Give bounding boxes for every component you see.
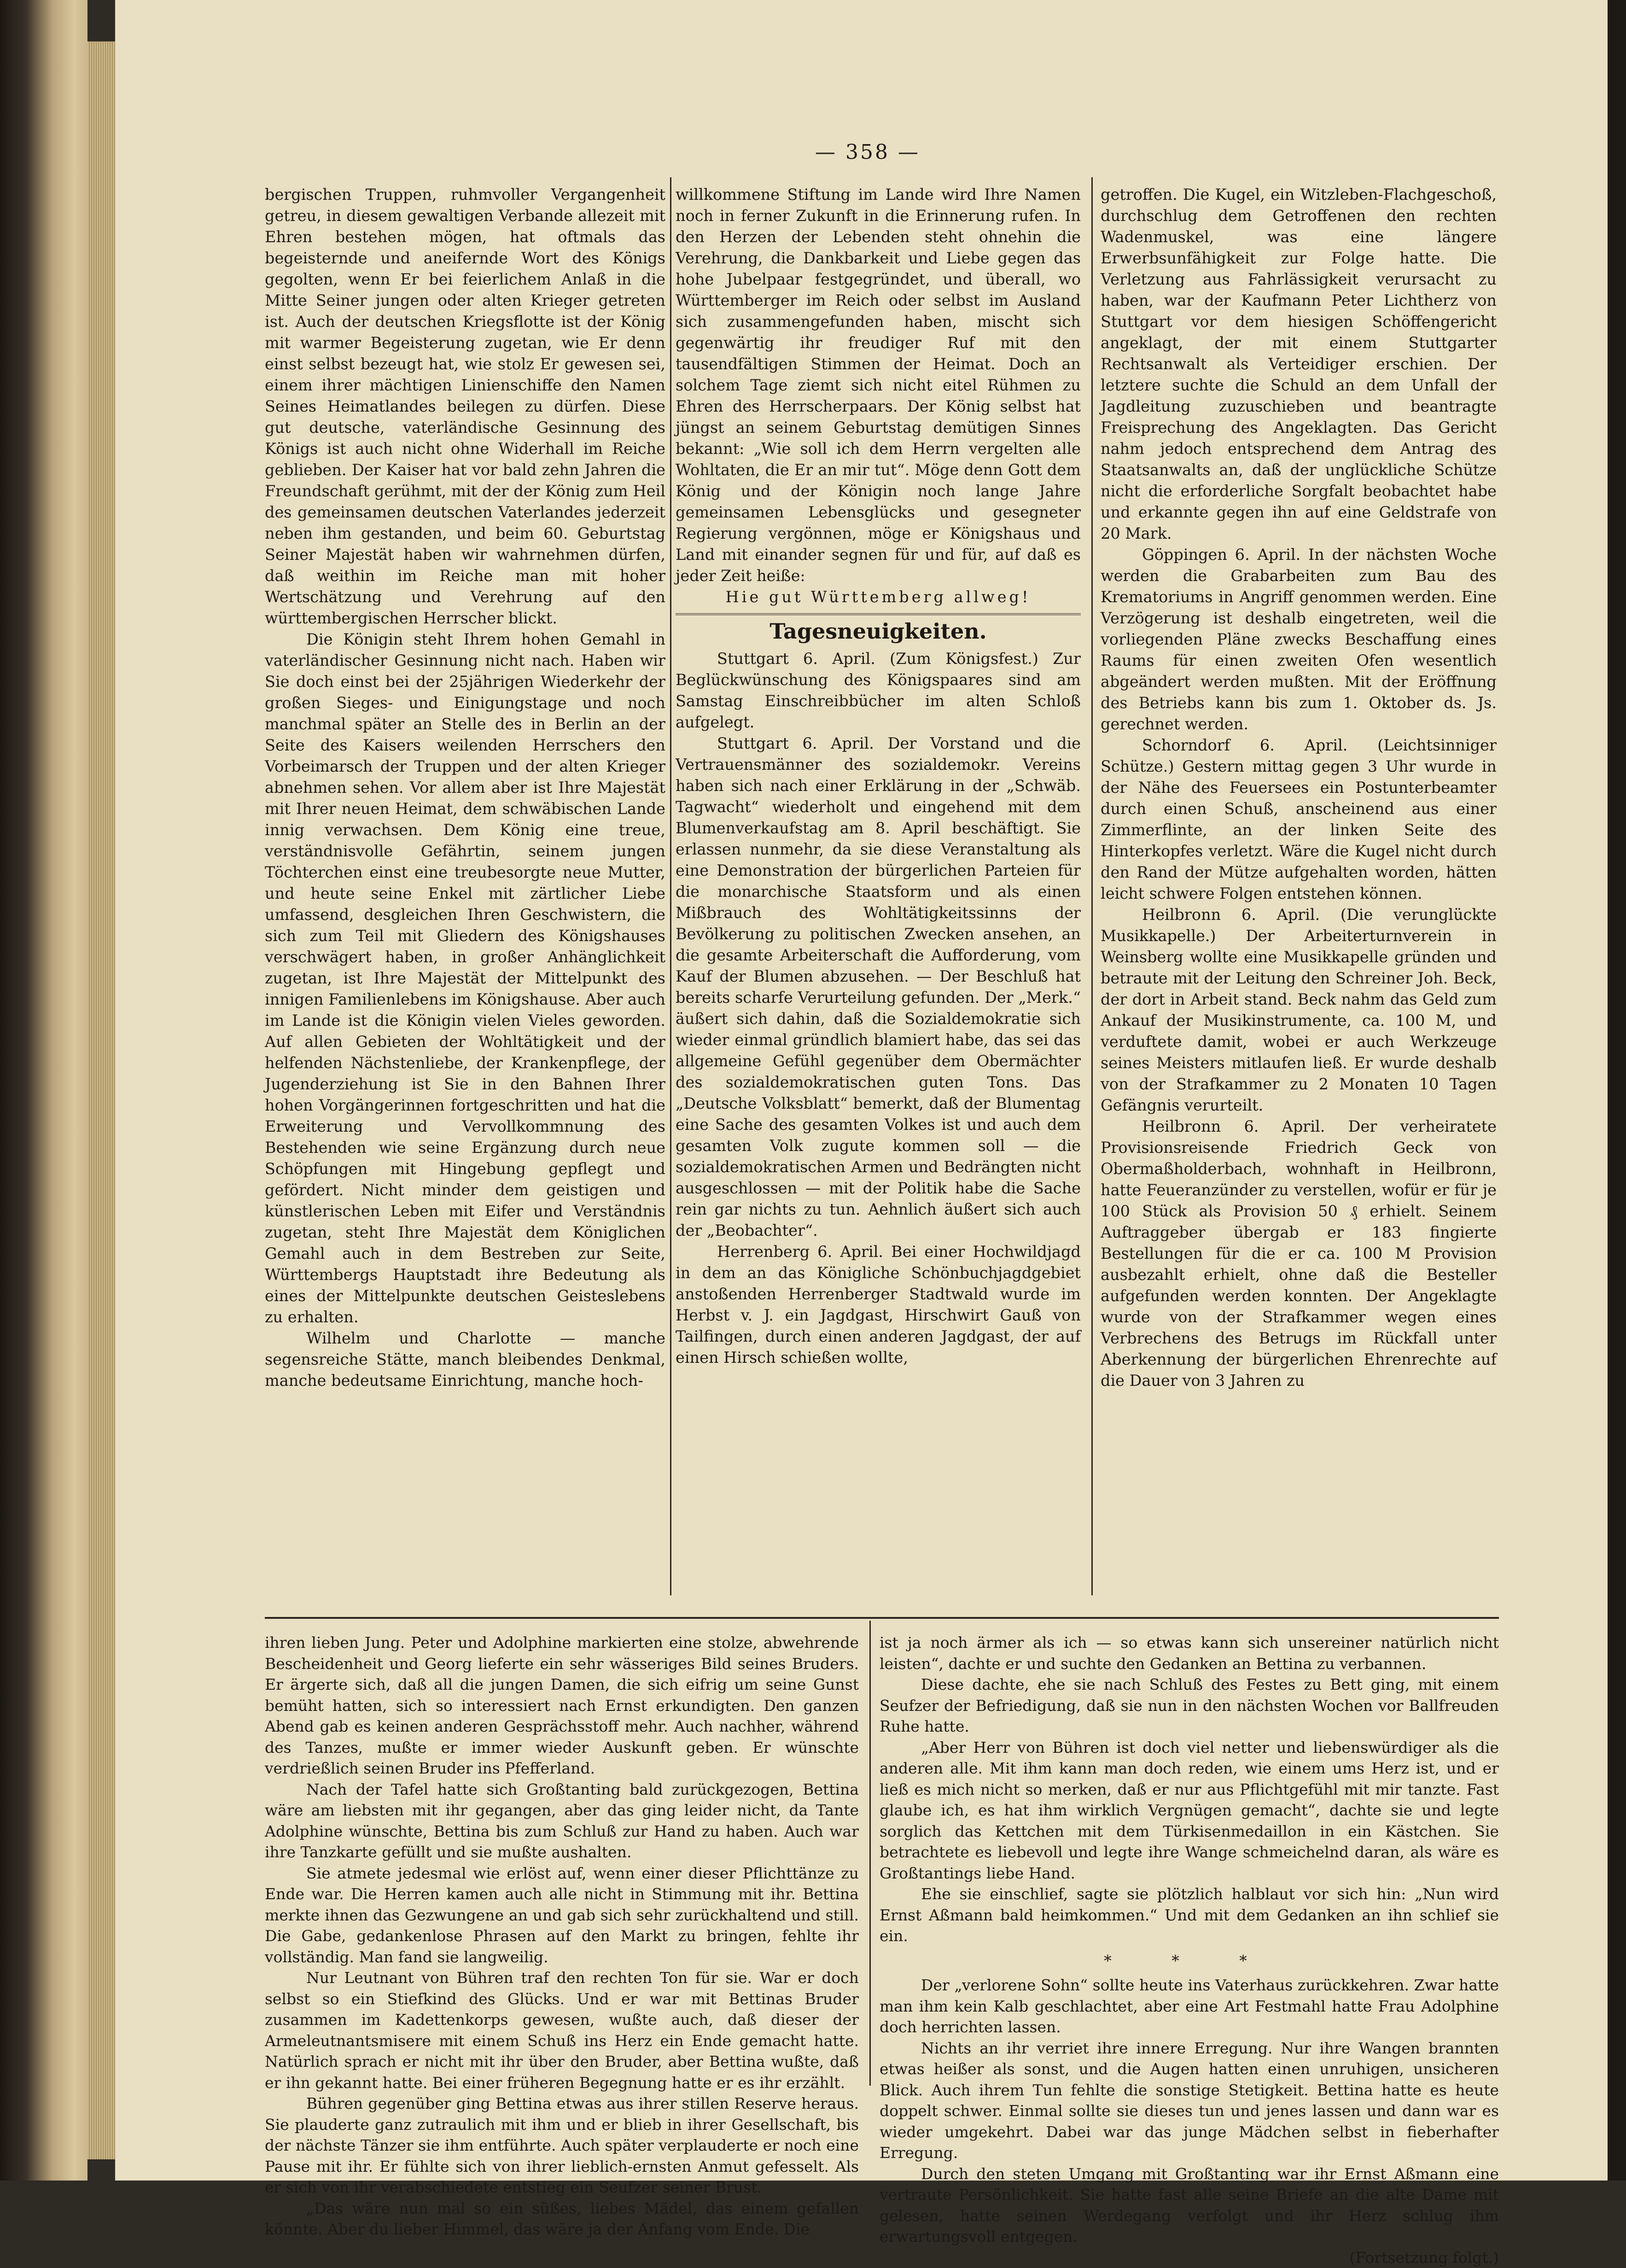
news-item: Göppingen 6. April. In der nächsten Woche werden die Grabarbeiten zum Bau des Krematoriums in Angriff genommen werden. Eine Verzögerung ist deshalb eingetreten, weil die vorliegenden Pläne zwecks Beschaffung eines Raums für einen zweiten Ofen wesentlich abgeändert werden mußten. Mit der Eröffnung des Betriebs kann bis zum 1. Oktober ds. Js. gerechnet werden. [1101, 544, 1497, 735]
story-paragraph: Sie atmete jedesmal wie erlöst auf, wenn einer dieser Pflichttänze zu Ende war. Die Herren kamen auch alle nicht in Stimmung mit ihr. Bettina merkte ihnen das Gezwungene an und gab sich sehr zurückhaltend und still. Die Gabe, gedankenlose Phrasen auf den Markt zu bringen, fehlte ihr vollständig. Man fand sie langweilig. [265, 1863, 859, 1968]
news-item: Stuttgart 6. April. Der Vorstand und die Vertrauensmänner des sozialdemokr. Vereins haben sich nach einer Erklärung in der „Schwäb. Tagwacht“ wiederholt und eingehend mit dem Blumenverkaufstag am 8. April beschäftigt. Sie erlassen nunmehr, da sie diese Veranstaltung als eine Demonstration der bürgerlichen Parteien für die monarchische Staatsform und als einen Mißbrauch des Wohltätigkeitssinns der Bevölkerung zu politischen Zwecken ansehen, an die gesamte Arbeiterschaft die Aufforderung, vom Kauf der Blumen abzusehen. — Der Beschluß hat bereits scharfe Verurteilung gefunden. Der „Merk.“ äußert sich dahin, daß die Sozialdemokratie sich wieder einmal gründlich blamiert habe, das sei das allgemeine Gefühl gegenüber dem Obermächter des sozialdemokratischen guten Tons. Das „Deutsche Volksblatt“ bemerkt, daß der Blumentag eine Sache des gesamten Volkes ist und auch dem gesamten Volk zugute kommen soll — die sozialdemokratischen Armen und Bedrängten nicht ausgeschlossen — mit der Politik habe die Sache rein gar nichts zu tun. Aehnlich äußert sich auch der „Beobachter“. [676, 733, 1081, 1241]
story-paragraph: ist ja noch ärmer als ich — so etwas kann sich unsereiner natürlich nicht leisten“, dachte er und suchte den Gedanken an Bettina zu verbannen. [880, 1632, 1499, 1674]
col1-paragraph: bergischen Truppen, ruhmvoller Vergangenheit getreu, in diesem gewaltigen Verbande allezeit mit Ehren bestehen mögen, hat oftmals das begeisternde und aneiferndе Wort des Königs gegolten, wenn Er bei feierlichem Anlaß in die Mitte Seiner jungen oder alten Krieger getreten ist. Auch der deutschen Kriegsflotte ist der König mit warmer Begeisterung zugetan, wie Er denn einst selbst bezeugt hat, wie stolz Er gewesen sei, einem ihrer mächtigen Linienschiffe den Namen Seines Heimatlandes beilegen zu dürfen. Diese gut deutsche, vaterländische Gesinnung des Königs ist auch nicht ohne Widerhall im Reiche geblieben. Der Kaiser hat vor bald zehn Jahren die Freundschaft gerühmt, mit der der König zum Heil des gemeinsamen deutschen Vaterlandes jederzeit neben ihm gestanden, und beim 60. Geburtstag Seiner Majestät haben wir wahrnehmen dürfen, daß weithin im Reiche man mit hoher Wertschätzung und Verehrung auf den württembergischen Herrscher blickt. [265, 184, 665, 629]
story-paragraph: „Das wäre nun mal so ein süßes, liebes Mädel, das einem gefallen könnte. Aber du lieber Himmel, das wäre ja der Anfang vom Ende. Die [265, 2198, 859, 2240]
page-stack-edge [87, 41, 115, 2159]
story-paragraph: Nichts an ihr verriet ihre innere Erregung. Nur ihre Wangen brannten etwas heißer als sonst, und die Augen hatten einen unruhigen, unsicheren Blick. Auch ihrem Tun fehlte die sonstige Stetigkeit. Bettina hatte es heute doppelt schwer. Einmal sollte sie dieses tun und jenes lassen und dann war es wieder umgekehrt. Dabei war das junge Mädchen selbst in fieberhafter Erregung. [880, 2038, 1499, 2163]
story-paragraph: Ehe sie einschlief, sagte sie plötzlich halblaut vor sich hin: „Nun wird Ernst Aßmann bald heimkommen.“ Und mit dem Gedanken an ihn schlief sie ein. [880, 1884, 1499, 1947]
column-2 [676, 184, 1081, 1607]
column-rule-2 [1091, 177, 1093, 1595]
news-item: Schorndorf 6. April. (Leichtsinniger Schütze.) Gestern mittag gegen 3 Uhr wurde in der Nähe des Feuersees ein Postunterbeamter durch einen Schuß, anscheinend aus einer Zimmerflinte, an der linken Seite des Hinterkopfes verletzt. Wäre die Kugel nicht durch den Rand der Mütze aufgehalten worden, hätten leicht schwere Folgen entstehen können. [1101, 735, 1497, 904]
story-paragraph: Nur Leutnant von Bühren traf den rechten Ton für sie. War er doch selbst so ein Stiefkind des Glücks. Und er war mit Bettinas Bruder zusammen im Kadettenkorps gewesen, wußte auch, daß dieser der Armeleutnantsmisere mit einem Schuß ins Herz ein Ende gemacht hatte. Natürlich sprach er nicht mit ihr über den Bruder, aber Bettina wußte, daß er ihn gekannt hatte. Bei einer früheren Begegnung hatte er es ihr erzählt. [265, 1967, 859, 2093]
story-paragraph: Der „verlorene Sohn“ sollte heute ins Vaterhaus zurückkehren. Zwar hatte man ihm kein Kalb geschlachtet, aber eine Art Festmahl hatte Frau Adolphine doch herrichten lassen. [880, 1975, 1499, 2038]
feuilleton-column-right [880, 1632, 1499, 2093]
story-paragraph: Durch den steten Umgang mit Großtanting war ihr Ernst Aßmann eine vertraute Persönlichkeit. Sie hatte fast alle seine Briefe an die alte Dame mit gelesen, hatte seinen Werdegang verfolgt und ihr Herz schlug ihm erwartungsvoll entgegen. [880, 2163, 1499, 2247]
story-paragraph: Nach der Tafel hatte sich Großtanting bald zurückgezogen, Bettina wäre am liebsten mit ihr gegangen, aber das ging leider nicht, da Tante Adolphine wünschte, Bettina bis zum Schluß zur Hand zu haben. Auch war ihre Tanzkarte gefüllt und sie mußte aushalten. [265, 1779, 859, 1863]
section-break-stars: * * * [880, 1950, 1499, 1971]
col1-paragraph: Wilhelm und Charlotte — manche segensreiche Stätte, manch bleibendes Denkmal, manche bedeutsame Einrichtung, manche hoch- [265, 1328, 665, 1391]
section-heading: Tagesneuigkeiten. [676, 621, 1081, 642]
page-number: — 358 — [815, 140, 920, 164]
continued-note: (Fortsetzung folgt.) [880, 2247, 1499, 2268]
column-rule-3 [869, 1621, 871, 2086]
feuilleton-rule [265, 1617, 1499, 1619]
news-item: getroffen. Die Kugel, ein Witzleben-Flachgeschoß, durchschlug dem Getroffenen den rechten Wadenmuskel, was eine längere Erwerbsunfähigkeit zur Folge hatte. Die Verletzung aus Fahrlässigkeit verursacht zu haben, war der Kaufmann Peter Lichtherz von Stuttgart vor dem hiesigen Schöffengericht angeklagt, der mit einem Stuttgarter Rechtsanwalt als Verteidiger erschien. Der letztere suchte die Schuld an dem Unfall der Jagdleitung zuzuschieben und beantragte Freisprechung des Angeklagten. Das Gericht nahm jedoch entsprechend dem Antrag des Staatsanwalts an, daß der unglückliche Schütze nicht die erforderliche Sorgfalt beobachtet habe und erkannte gegen ihn auf eine Geldstrafe von 20 Mark. [1101, 184, 1497, 544]
story-paragraph: Bühren gegenüber ging Bettina etwas aus ihrer stillen Reserve heraus. Sie plauderte ganz zutraulich mit ihm und er blieb in ihrer Gesellschaft, bis der nächste Tänzer sie ihm entführte. Auch später verplauderte er noch eine Pause mit ihr. Er fühlte sich von ihrer lieblich-ernsten Anmut gefesselt. Als er sich von ihr verabschiedete entstieg ein Seufzer seiner Brust. [265, 2093, 859, 2198]
news-item: Stuttgart 6. April. (Zum Königsfest.) Zur Beglückwünschung des Königspaares sind am Samstag Einschreibbücher im alten Schloß aufgelegt. [676, 648, 1081, 733]
story-paragraph: Diese dachte, ehe sie nach Schluß des Festes zu Bett ging, mit einem Seufzer der Befriedigung, daß sie nun in den nächsten Wochen vor Ballfreuden Ruhe hatte. [880, 1674, 1499, 1737]
news-item: Heilbronn 6. April. (Die verunglückte Musikkapelle.) Der Arbeiterturnverein in Weinsberg wollte eine Musikkapelle gründen und betraute mit der Leitung den Schreiner Joh. Beck, der dort in Arbeit stand. Beck nahm das Geld zum Ankauf der Musikinstrumente, ca. 100 M, und verduftete damit, wobei er auch Werkzeuge seines Meisters mitlaufen ließ. Er wurde deshalb von der Strafkammer zu 2 Monaten 10 Tagen Gefängnis verurteilt. [1101, 904, 1497, 1116]
story-paragraph: ihren lieben Jung. Peter und Adolphine markierten eine stolze, abwehrende Bescheidenheit und Georg lieferte ein sehr wässeriges Bild seines Bruders. Er ärgerte sich, daß all die jungen Damen, die sich eifrig um seine Gunst bemüht hatten, sich so interessiert nach Ernst erkundigten. Den ganzen Abend gab es keinen anderen Gesprächsstoff mehr. Auch nachher, während des Tanzes, mußte er immer wieder Auskunft geben. Er wünschte verdrießlich seinen Bruder ins Pfefferland. [265, 1632, 859, 1779]
story-paragraph: „Aber Herr von Bühren ist doch viel netter und liebenswürdiger als die anderen alle. Mit ihm kann man doch reden, wie einem ums Herz ist, und er ließ es mich nicht so merken, daß er nur aus Pflichtgefühl mit mir tanzte. Fast glaube ich, es hat ihm wirklich Vergnügen gemacht“, dachte sie und legte sorglich das Kettchen mit dem Türkisenmedaillon in ein Kästchen. Sie betrachtete es liebevoll und legte ihre Wange schmeichelnd daran, als wäre es Großtantings liebe Hand. [880, 1737, 1499, 1884]
column-3 [1101, 184, 1497, 1607]
col1-paragraph: Die Königin steht Ihrem hohen Gemahl in vaterländischer Gesinnung nicht nach. Haben wir Sie doch einst bei der 25jährigen Wiederkehr der großen Sieges- und Einigungstage und noch manchmal später an Stelle des in Berlin an der Seite des Kaisers weilenden Herrschers den Vorbeimarsch der Truppen und der alten Krieger abnehmen sehen. Vor allem aber ist Ihre Majestät mit Ihrer neuen Heimat, dem schwäbischen Lande innig verwachsen. Dem König eine treue, verständnisvolle Gefährtin, seinem jungen Töchterchen einst eine treubesorgte neue Mutter, und heute seine Enkel mit zärtlicher Liebe umfassend, desgleichen Ihren Geschwistern, die sich zum Teil mit Gliedern des Königshauses verschwägert haben, in großer Anhänglichkeit zugetan, ist Ihre Majestät der Mittelpunkt des innigen Familienlebens im Königshause. Aber auch im Lande ist die Königin vielen Vieles geworden. Auf allen Gebieten der Wohltätigkeit und der helfenden Nächstenliebe, der Krankenpflege, der Jugenderziehung ist Sie in den Bahnen Ihrer hohen Vorgängerinnen fortgeschritten und hat die Erweiterung und Vervollkommnung des Bestehenden wie seine Ergänzung durch neue Schöpfungen mit Hingebung gepflegt und gefördert. Nicht minder dem geistigen und künstlerischen Leben mit Eifer und Verständnis zugetan, steht Ihre Majestät dem Königlichen Gemahl auch in dem Bestreben zur Seite, Württembergs Hauptstadt ihre Bedeutung als eines der Mittelpunkte deutschen Geisteslebens zu erhalten. [265, 629, 665, 1328]
adjacent-page-strip [1608, 0, 1626, 2181]
column-rule-1 [670, 177, 671, 1595]
col2-paragraph: willkommene Stiftung im Lande wird Ihre Namen noch in ferner Zukunft in die Erinnerung rufen. In den Herzen der Lebenden steht ohnehin die Verehrung, die Dankbarkeit und Liebe gegen das hohe Jubelpaar festgegründet, und überall, wo Württemberger im Reich oder selbst im Ausland sich zusammengefunden haben, mischt sich gegenwärtig ihr freudiger Ruf mit den tausendfältigen Stimmen der Heimat. Doch an solchem Tage ziemt sich nicht eitel Rühmen zu Ehren des Herrscherpaars. Der König selbst hat jüngst an seinem Geburtstag demütigen Sinnes bekannt: „Wie soll ich dem Herrn vergelten alle Wohltaten, die Er an mir tut“. Möge denn Gott dem König und der Königin noch lange Jahre gemeinsamen Lebensglücks und gesegneter Regierung vergönnen, möge er Königshaus und Land mit einander segnen für und für, auf daß es jeder Zeit heiße: [676, 184, 1081, 587]
news-item: Heilbronn 6. April. Der verheiratete Provisionsreisende Friedrich Geck von Obermaßholderbach, wohnhaft in Heilbronn, hatte Feueranzünder zu verstellen, wofür er für je 100 Stück als Provision 50 ₰ erhielt. Seinem Auftraggeber übergab er 183 fingierte Bestellungen für die er ca. 100 M Provision ausbezahlt erhielt, ohne daß die Besteller aufgefunden werden konnten. Der Angeklagte wurde von der Strafkammer wegen eines Verbrechens des Betrugs im Rückfall unter Aberkennung der bürgerlichen Ehrenrechte auf die Dauer von 3 Jahren zu [1101, 1116, 1497, 1391]
column-1 [265, 184, 665, 1607]
news-item: Herrenberg 6. April. Bei einer Hochwildjagd in dem an das Königliche Schönbuchjagdgebiet anstoßenden Herrenberger Stadtwald wurde im Herbst v. J. ein Jagdgast, Hirschwirt Gauß von Tailfingen, durch einen anderen Jagdgast, der auf einen Hirsch schießen wollte, [676, 1241, 1081, 1368]
feuilleton-column-left [265, 1632, 859, 2093]
motto: Hie gut Württemberg allweg! [676, 587, 1081, 608]
section-rule [676, 613, 1081, 616]
book-spine-edge [0, 0, 87, 2181]
